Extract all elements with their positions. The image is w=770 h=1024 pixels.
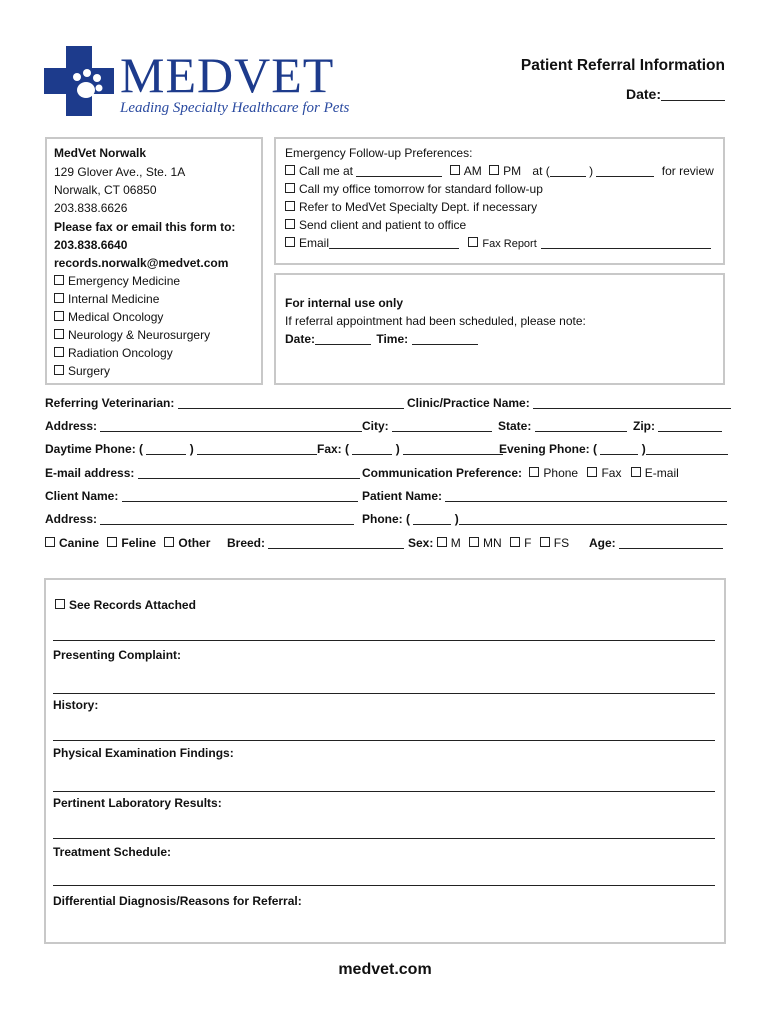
department-checkbox[interactable] — [54, 275, 64, 285]
department-checkbox[interactable] — [54, 311, 64, 321]
referring-vet-field[interactable] — [45, 396, 404, 410]
evening-phone-field[interactable] — [499, 442, 728, 456]
client-phone-field[interactable] — [362, 512, 727, 526]
fax-email-label: Please fax or email this form to: — [54, 220, 236, 234]
department-label: Radiation Oncology — [68, 346, 173, 360]
history-label: History: — [53, 698, 99, 712]
email-label: Email — [299, 236, 330, 250]
patient-name-label: Patient Name: — [362, 489, 443, 503]
breed-label: Breed: — [227, 536, 266, 550]
lab-results-line[interactable] — [53, 838, 715, 839]
zip-label: Zip: — [633, 419, 655, 433]
differential-label: Differential Diagnosis/Reasons for Referral: — [53, 894, 302, 908]
sex-field[interactable] — [408, 536, 569, 550]
canine-label: Canine — [59, 536, 100, 550]
date-label: Date: — [625, 86, 661, 102]
pref-email-label: E-mail — [644, 466, 679, 480]
tagline: Leading Specialty Healthcare for Pets — [120, 100, 350, 116]
department-item[interactable] — [54, 346, 235, 364]
fax-report-checkbox[interactable] — [468, 237, 478, 247]
department-label: Neurology & Neurosurgery — [68, 328, 211, 342]
city-field[interactable] — [362, 419, 492, 433]
history-line[interactable] — [53, 740, 715, 741]
client-name-field[interactable] — [45, 489, 358, 503]
other-label: Other — [178, 536, 211, 550]
see-records-field[interactable] — [55, 598, 196, 612]
logo-text: MEDVET — [120, 47, 335, 103]
am-label: AM — [463, 164, 482, 178]
clinic-info — [54, 146, 235, 382]
client-phone-label: Phone: ( — [362, 512, 410, 526]
referring-vet-label: Referring Veterinarian: — [45, 396, 175, 410]
for-review-label: for review — [661, 164, 714, 178]
followup-heading: Emergency Follow-up Preferences: — [285, 146, 473, 160]
sex-m-checkbox[interactable] — [437, 537, 447, 547]
sex-mn-checkbox[interactable] — [469, 537, 479, 547]
department-label: Emergency Medicine — [68, 274, 181, 288]
vet-address-label: Address: — [45, 419, 98, 433]
clinic-name-field[interactable] — [407, 396, 731, 410]
presenting-complaint-label: Presenting Complaint: — [53, 648, 182, 662]
sex-mn-label: MN — [483, 536, 502, 550]
department-list — [54, 274, 235, 382]
sex-f-label: F — [524, 536, 532, 550]
clinic-fax: 203.838.6640 — [54, 238, 128, 252]
see-records-checkbox[interactable] — [55, 599, 65, 609]
followup-preferences — [285, 146, 715, 254]
clinic-address1: 129 Glover Ave., Ste. 1A — [54, 165, 186, 179]
sex-f-checkbox[interactable] — [510, 537, 520, 547]
daytime-phone-label: Daytime Phone: ( — [45, 442, 144, 456]
department-item[interactable] — [54, 292, 235, 310]
refer-label: Refer to MedVet Specialty Dept. if necessary — [299, 200, 538, 214]
internal-use — [285, 296, 586, 346]
records-box — [44, 578, 726, 944]
clinic-address2: Norwalk, CT 06850 — [54, 183, 157, 197]
department-label: Medical Oncology — [68, 310, 164, 324]
internal-note: If referral appointment had been scheduled, please note: — [285, 314, 586, 328]
pm-checkbox[interactable] — [489, 165, 499, 175]
vet-address-field[interactable] — [45, 419, 362, 433]
clinic-name-label: Clinic/Practice Name: — [407, 396, 530, 410]
patient-name-field[interactable] — [362, 489, 727, 503]
clinic-phone: 203.838.6626 — [54, 201, 128, 215]
pm-label: PM — [503, 164, 522, 178]
presenting-complaint-line[interactable] — [53, 693, 715, 694]
state-label: State: — [498, 419, 532, 433]
send-checkbox[interactable] — [285, 219, 295, 229]
department-checkbox[interactable] — [54, 365, 64, 375]
call-me-label: Call me at — [299, 164, 354, 178]
vet-fax-field[interactable] — [317, 442, 503, 456]
paren-close: ) — [189, 442, 194, 456]
sex-label: Sex: — [408, 536, 434, 550]
comm-pref-field[interactable] — [362, 466, 679, 480]
sex-fs-checkbox[interactable] — [540, 537, 550, 547]
department-label: Internal Medicine — [68, 292, 160, 306]
internal-heading: For internal use only — [285, 296, 404, 310]
lab-results-label: Pertinent Laboratory Results: — [53, 796, 222, 810]
pref-email-checkbox[interactable] — [631, 467, 641, 477]
paren-close: ) — [641, 442, 646, 456]
website-link[interactable]: medvet.com — [338, 961, 432, 978]
internal-date-time[interactable] — [285, 332, 586, 346]
vet-fax-label: Fax: ( — [317, 442, 350, 456]
client-name-label: Client Name: — [45, 489, 119, 503]
sex-fs-label: FS — [553, 536, 570, 550]
city-label: City: — [362, 419, 389, 433]
zip-field[interactable] — [633, 419, 722, 433]
internal-date-label: Date: — [285, 332, 316, 346]
age-field[interactable] — [589, 536, 723, 550]
clinic-name: MedVet Norwalk — [54, 146, 147, 160]
pref-fax-checkbox[interactable] — [587, 467, 597, 477]
paren-close: ) — [395, 442, 400, 456]
physical-exam-label: Physical Examination Findings: — [53, 746, 234, 760]
call-office-row[interactable] — [285, 182, 715, 200]
at-label: at ( — [532, 164, 550, 178]
pref-fax-label: Fax — [601, 466, 622, 480]
department-item[interactable] — [54, 364, 235, 382]
email-address-label: E-mail address: — [45, 466, 135, 480]
evening-phone-label: Evening Phone: ( — [499, 442, 598, 456]
sex-m-label: M — [450, 536, 461, 550]
daytime-phone-field[interactable] — [45, 442, 317, 456]
call-office-label: Call my office tomorrow for standard follow-up — [299, 182, 543, 196]
cross-paw-icon — [44, 46, 114, 116]
feline-label: Feline — [121, 536, 157, 550]
send-row[interactable] — [285, 218, 715, 236]
notes-line[interactable] — [53, 640, 715, 641]
email-checkbox[interactable] — [285, 237, 295, 247]
physical-exam-line[interactable] — [53, 791, 715, 792]
department-item[interactable] — [54, 274, 235, 292]
breed-field[interactable] — [227, 536, 404, 550]
fax-report-label: Fax Report — [482, 238, 537, 250]
see-records-label: See Records Attached — [69, 598, 196, 612]
call-me-row[interactable] — [285, 164, 715, 182]
refer-row[interactable] — [285, 200, 715, 218]
call-me-checkbox[interactable] — [285, 165, 295, 175]
canine-checkbox[interactable] — [45, 537, 55, 547]
department-checkbox[interactable] — [54, 347, 64, 357]
clinic-email: records.norwalk@medvet.com — [54, 256, 229, 270]
department-checkbox[interactable] — [54, 293, 64, 303]
treatment-label: Treatment Schedule: — [53, 845, 172, 859]
paren-close: ) — [589, 164, 594, 178]
department-checkbox[interactable] — [54, 329, 64, 339]
age-label: Age: — [589, 536, 616, 550]
logo — [44, 46, 384, 121]
feline-checkbox[interactable] — [107, 537, 117, 547]
department-item[interactable] — [54, 328, 235, 346]
email-address-field[interactable] — [45, 466, 360, 480]
other-checkbox[interactable] — [164, 537, 174, 547]
email-fax-row[interactable] — [285, 236, 715, 254]
am-checkbox[interactable] — [450, 165, 460, 175]
call-office-checkbox[interactable] — [285, 183, 295, 193]
page-title: Patient Referral Information — [520, 57, 725, 74]
date-field[interactable] — [626, 86, 725, 102]
internal-time-label: Time: — [376, 332, 409, 346]
department-label: Surgery — [68, 364, 111, 378]
comm-pref-label: Communication Preference: — [362, 466, 523, 480]
species-field[interactable] — [45, 536, 210, 550]
department-item[interactable] — [54, 310, 235, 328]
client-address-field[interactable] — [45, 512, 354, 526]
send-label: Send client and patient to office — [299, 218, 467, 232]
paren-close: ) — [454, 512, 459, 526]
refer-checkbox[interactable] — [285, 201, 295, 211]
pref-phone-label: Phone — [543, 466, 579, 480]
pref-phone-checkbox[interactable] — [529, 467, 539, 477]
treatment-line[interactable] — [53, 885, 715, 886]
state-field[interactable] — [498, 419, 627, 433]
client-address-label: Address: — [45, 512, 98, 526]
